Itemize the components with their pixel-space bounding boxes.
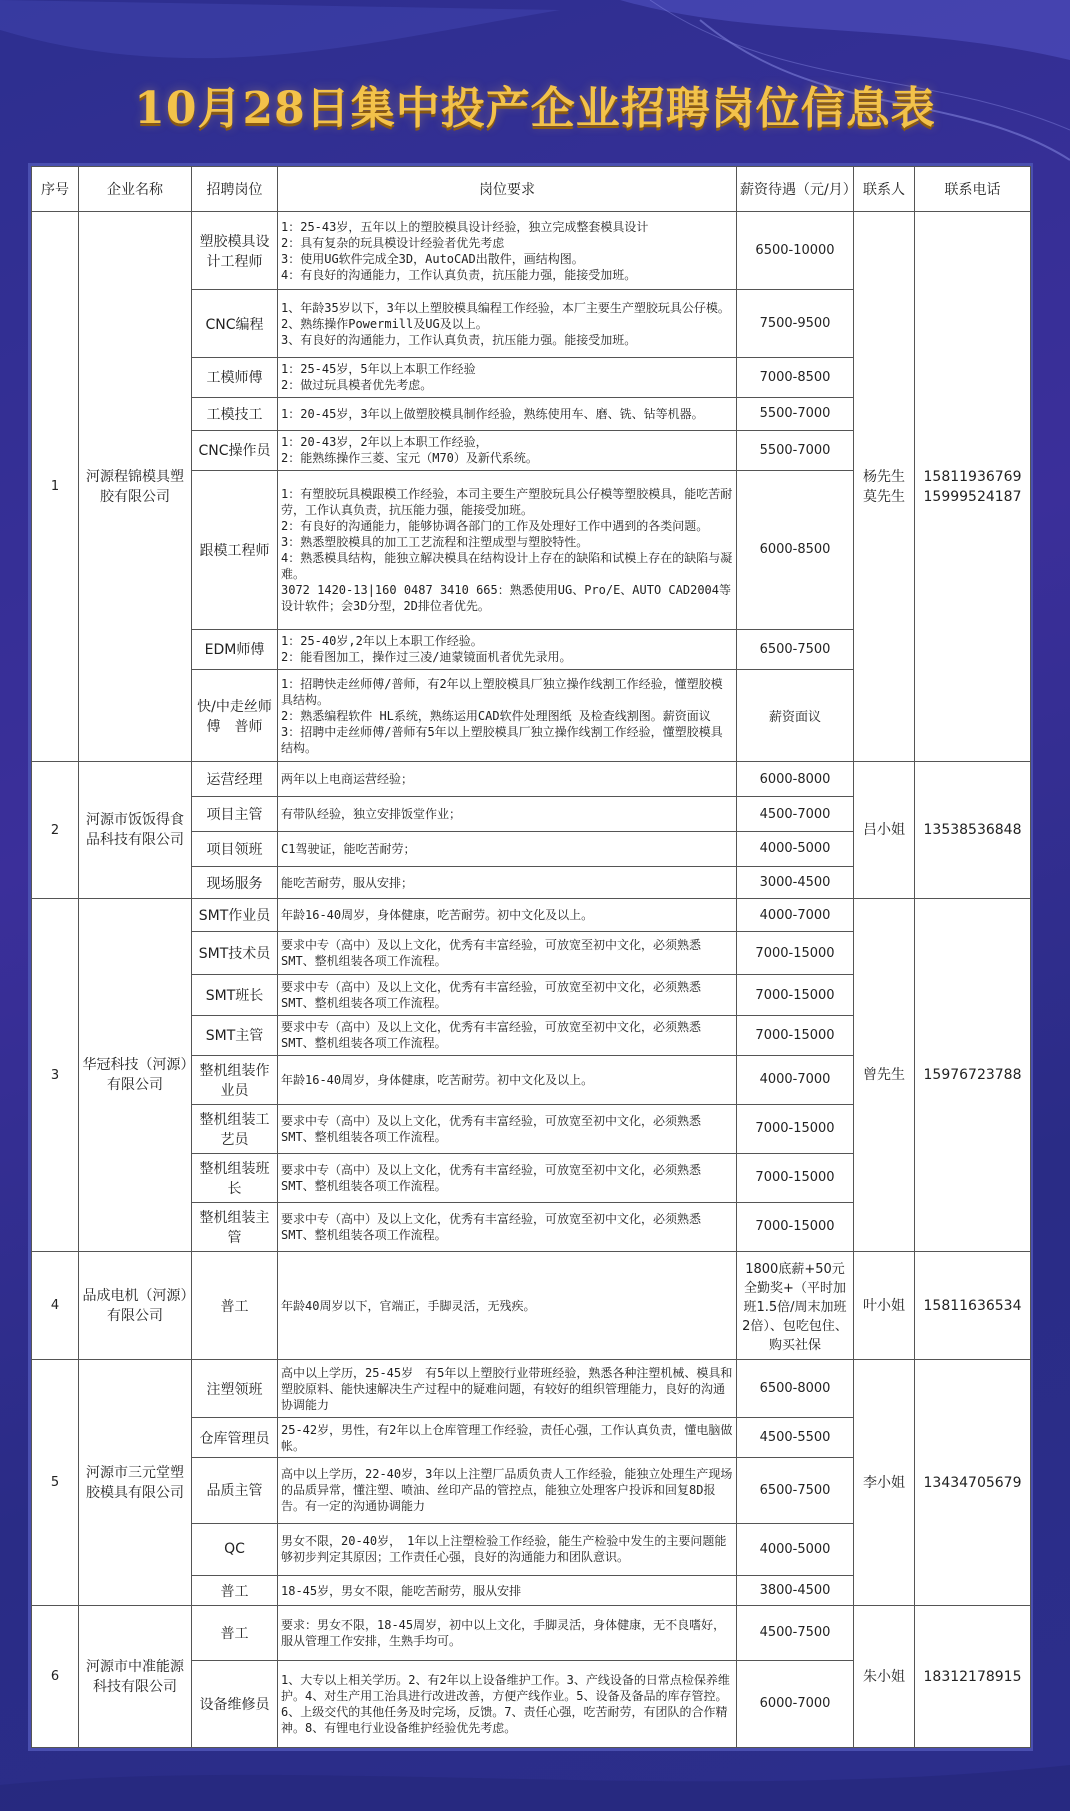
cell-salary: 3000-4500 [737,866,854,899]
cell-salary: 4500-7500 [737,1606,854,1660]
cell-company-name: 河源市三元堂塑胶模具有限公司 [79,1360,192,1606]
cell-company-name: 品成电机（河源）有限公司 [79,1251,192,1360]
cell-position: 整机组装班长 [192,1153,278,1202]
cell-position: 仓库管理员 [192,1418,278,1458]
cell-salary: 薪资面议 [737,669,854,761]
cell-salary: 7000-15000 [737,1015,854,1055]
cell-requirement: 高中以上学历，22-40岁，3年以上注塑厂品质负责人工作经验，能独立处理生产现场的品质异常，懂注塑、喷油、丝印产品的管控点，能独立处理客户投诉和回复8D报告。有一定的沟通协调能力 [278,1458,737,1523]
header-position: 招聘岗位 [192,167,278,212]
cell-position: 现场服务 [192,866,278,899]
cell-position: QC [192,1523,278,1575]
bottom-decoration [0,1755,1070,1811]
cell-position: 设备维修员 [192,1660,278,1747]
cell-phone: 15811636534 [915,1251,1031,1360]
cell-salary: 7000-15000 [737,1153,854,1202]
recruitment-table [31,166,1031,1748]
cell-contact: 朱小姐 [854,1606,915,1748]
header-contact: 联系人 [854,167,915,212]
cell-position: 跟模工程师 [192,470,278,629]
cell-position: 工模师傅 [192,357,278,397]
cell-position: 快/中走丝师傅 普师 [192,669,278,761]
table-header-row [32,167,1031,212]
cell-salary: 5500-7000 [737,430,854,470]
cell-salary: 6500-7500 [737,629,854,669]
cell-position: 普工 [192,1251,278,1360]
cell-requirement: 18-45岁，男女不限，能吃苦耐劳，服从安排 [278,1575,737,1605]
cell-salary: 7000-15000 [737,1202,854,1251]
cell-requirement: 要求：男女不限，18-45周岁，初中以上文化，手脚灵活，身体健康，无不良嗜好，服从管理工作安排，生熟手均可。 [278,1606,737,1660]
cell-salary: 1800底薪+50元全勤奖+（平时加班1.5倍/周末加班2倍）、包吃包住、购买社保 [737,1251,854,1360]
cell-phone: 15976723788 [915,899,1031,1251]
cell-requirement: 1：25-45岁，5年以上本职工作经验 2：做过玩具模者优先考虑。 [278,357,737,397]
cell-no: 5 [32,1360,79,1606]
cell-phone: 13538536848 [915,762,1031,899]
recruitment-table-frame [28,163,1033,1751]
cell-salary: 6000-7000 [737,1660,854,1747]
cell-requirement: 1：25-40岁,2年以上本职工作经验。 2：能看图加工，操作过三凌/迪蒙镜面机者优先录用。 [278,629,737,669]
header-phone: 联系电话 [915,167,1031,212]
table-body [32,212,1031,1748]
header-no: 序号 [32,167,79,212]
cell-salary: 4000-7000 [737,899,854,932]
cell-no: 3 [32,899,79,1251]
cell-requirement: 要求中专（高中）及以上文化，优秀有丰富经验，可放宽至初中文化，必须熟悉SMT、整机组装各项工作流程。 [278,1104,737,1153]
table-row [32,899,1031,932]
cell-position: SMT技术员 [192,931,278,975]
cell-position: 项目主管 [192,797,278,832]
cell-requirement: 要求中专（高中）及以上文化，优秀有丰富经验，可放宽至初中文化，必须熟悉SMT、整机组装各项工作流程。 [278,1015,737,1055]
cell-salary: 6500-7500 [737,1458,854,1523]
cell-requirement: 25-42岁，男性，有2年以上仓库管理工作经验，责任心强，工作认真负责，懂电脑做帐。 [278,1418,737,1458]
table-row [32,1606,1031,1660]
cell-contact: 杨先生 莫先生 [854,212,915,762]
header-requirement: 岗位要求 [278,167,737,212]
cell-position: 工模技工 [192,397,278,430]
cell-requirement: 两年以上电商运营经验； [278,762,737,797]
page-title: 10月28日集中投产企业招聘岗位信息表 [134,83,936,134]
table-row [32,212,1031,290]
cell-position: SMT作业员 [192,899,278,932]
cell-salary: 6500-10000 [737,212,854,290]
table-row [32,762,1031,797]
cell-no: 2 [32,762,79,899]
cell-position: CNC编程 [192,290,278,357]
cell-company-name: 河源程锦模具塑胶有限公司 [79,212,192,762]
cell-company-name: 河源市中准能源科技有限公司 [79,1606,192,1748]
cell-contact: 李小姐 [854,1360,915,1606]
cell-salary: 7000-15000 [737,931,854,975]
cell-requirement: 1：有塑胶玩具模跟模工作经验，本司主要生产塑胶玩具公仔模等塑胶模具，能吃苦耐劳，工作认真负责，抗压能力强，能接受加班。 2：有良好的沟通能力，能够协调各部门的工作及处理好工作中遇到的各类问题。 3：熟悉塑胶模具的加工工艺流程和注塑成型与塑胶特性。 4：熟悉模具结构，能独立解决模具在结构设计上存在的缺陷和试模上存在的缺陷与凝难。 3072 1420-13|160 0487 3410 665：熟悉使用UG、Pro/E、AUTO CAD2004等设计软件；会3D分型，2D排位者优先。 [278,470,737,629]
header-salary: 薪资待遇（元/月） [737,167,854,212]
cell-position: EDM师傅 [192,629,278,669]
cell-requirement: 年龄16-40周岁，身体健康，吃苦耐劳。初中文化及以上。 [278,1055,737,1104]
cell-requirement: 有带队经验，独立安排饭堂作业； [278,797,737,832]
cell-requirement: 男女不限，20-40岁， 1年以上注塑检验工作经验，能生产检验中发生的主要问题能够初步判定其原因；工作责任心强，良好的沟通能力和团队意识。 [278,1523,737,1575]
cell-requirement: 要求中专（高中）及以上文化，优秀有丰富经验，可放宽至初中文化，必须熟悉SMT、整机组装各项工作流程。 [278,975,737,1015]
cell-position: 普工 [192,1606,278,1660]
cell-company-name: 河源市饭饭得食品科技有限公司 [79,762,192,899]
cell-no: 6 [32,1606,79,1748]
cell-salary: 7000-15000 [737,975,854,1015]
cell-requirement: 高中以上学历，25-45岁 有5年以上塑胶行业带班经验，熟悉各种注塑机械、模具和塑胶原料、能快速解决生产过程中的疑难问题，有较好的组织管理能力，良好的沟通协调能力 [278,1360,737,1418]
table-row [32,1251,1031,1360]
cell-salary: 7000-8500 [737,357,854,397]
cell-requirement: C1驾驶证，能吃苦耐劳； [278,831,737,866]
cell-position: 塑胶模具设计工程师 [192,212,278,290]
cell-salary: 4500-7000 [737,797,854,832]
cell-salary: 4000-7000 [737,1055,854,1104]
cell-position: 运营经理 [192,762,278,797]
cell-contact: 吕小姐 [854,762,915,899]
table-row [32,1360,1031,1418]
cell-phone: 15811936769 15999524187 [915,212,1031,762]
cell-requirement: 1：20-45岁，3年以上做塑胶模具制作经验，熟练使用车、磨、铣、钻等机器。 [278,397,737,430]
cell-salary: 4000-5000 [737,1523,854,1575]
cell-position: 品质主管 [192,1458,278,1523]
cell-requirement: 能吃苦耐劳，服从安排； [278,866,737,899]
cell-position: SMT主管 [192,1015,278,1055]
cell-requirement: 年龄16-40周岁，身体健康，吃苦耐劳。初中文化及以上。 [278,899,737,932]
cell-position: SMT班长 [192,975,278,1015]
cell-phone: 13434705679 [915,1360,1031,1606]
cell-phone: 18312178915 [915,1606,1031,1748]
cell-position: CNC操作员 [192,430,278,470]
cell-no: 1 [32,212,79,762]
cell-requirement: 1：20-43岁，2年以上本职工作经验， 2：能熟练操作三菱、宝元（M70）及新代系统。 [278,430,737,470]
cell-requirement: 1、年龄35岁以下，3年以上塑胶模具编程工作经验，本厂主要生产塑胶玩具公仔模。 2、熟练操作Powermill及UG及以上。 3、有良好的沟通能力，工作认真负责，抗压能力强。能接受加班。 [278,290,737,357]
cell-requirement: 1：25-43岁，五年以上的塑胶模具设计经验，独立完成整套模具设计 2：具有复杂的玩具模设计经验者优先考虑 3：使用UG软件完成全3D，AutoCAD出散件，画结构图。 4：有良好的沟通能力，工作认真负责，抗压能力强，能接受加班。 [278,212,737,290]
cell-requirement: 年龄40周岁以下，官端正，手脚灵活，无残疾。 [278,1251,737,1360]
cell-requirement: 要求中专（高中）及以上文化，优秀有丰富经验，可放宽至初中文化，必须熟悉SMT、整机组装各项工作流程。 [278,1153,737,1202]
cell-no: 4 [32,1251,79,1360]
cell-position: 项目领班 [192,831,278,866]
cell-salary: 6000-8500 [737,470,854,629]
cell-salary: 3800-4500 [737,1575,854,1605]
cell-requirement: 要求中专（高中）及以上文化，优秀有丰富经验，可放宽至初中文化，必须熟悉SMT、整机组装各项工作流程。 [278,1202,737,1251]
cell-salary: 4500-5500 [737,1418,854,1458]
cell-position: 整机组装主管 [192,1202,278,1251]
cell-position: 注塑领班 [192,1360,278,1418]
cell-position: 普工 [192,1575,278,1605]
cell-requirement: 1、大专以上相关学历。2、有2年以上设备维护工作。3、产线设备的日常点检保养维护。4、对生产用工治具进行改进改善，方便产线作业。5、设备及备品的库存管控。6、上级交代的其他任务及时完场，反馈。7、责任心强，吃苦耐劳，有团队的合作精神。8、有锂电行业设备维护经验优先考虑。 [278,1660,737,1747]
cell-requirement: 1：招聘快走丝师傅/普师，有2年以上塑胶模具厂独立操作线割工作经验，懂塑胶模具结构。 2：熟悉编程软件 HL系统，熟练运用CAD软件处理图纸 及检查线割图。薪资面议 3：招聘中走丝师傅/普师有5年以上塑胶模具厂独立操作线割工作经验，懂塑胶模具结构。 [278,669,737,761]
cell-position: 整机组装工艺员 [192,1104,278,1153]
cell-contact: 曾先生 [854,899,915,1251]
cell-salary: 4000-5000 [737,831,854,866]
cell-company-name: 华冠科技（河源）有限公司 [79,899,192,1251]
cell-salary: 7000-15000 [737,1104,854,1153]
cell-salary: 7500-9500 [737,290,854,357]
cell-contact: 叶小姐 [854,1251,915,1360]
cell-salary: 5500-7000 [737,397,854,430]
header-company: 企业名称 [79,167,192,212]
cell-requirement: 要求中专（高中）及以上文化，优秀有丰富经验，可放宽至初中文化，必须熟悉SMT、整机组装各项工作流程。 [278,931,737,975]
cell-salary: 6000-8000 [737,762,854,797]
cell-position: 整机组装作业员 [192,1055,278,1104]
cell-salary: 6500-8000 [737,1360,854,1418]
